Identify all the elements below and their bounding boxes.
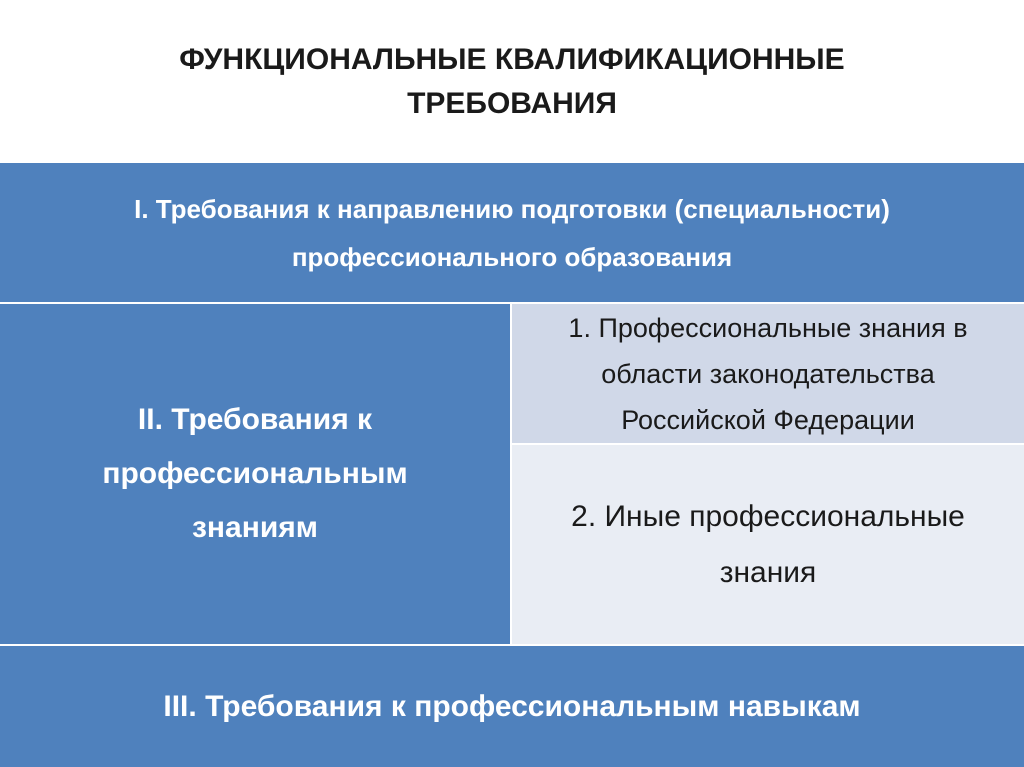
sub-1-line-2: области законодательства	[601, 358, 935, 389]
requirement-1-line-2: профессионального образования	[291, 241, 733, 272]
requirement-3-line-1: III. Требования к профессиональным навыкам	[163, 689, 861, 723]
slide-title	[0, 0, 1024, 163]
sub-2-line-1: 2. Иные профессиональные	[571, 499, 965, 533]
title-line-2: ТРЕБОВАНИЯ	[407, 86, 617, 120]
requirement-2-line-3: знаниям	[192, 511, 318, 544]
requirement-2-block	[0, 304, 510, 644]
requirement-2-line-1: II. Требования к	[137, 403, 373, 436]
sub-1-line-1: 1. Профессиональные знания в	[568, 312, 968, 343]
requirement-1-line-1: I. Требования к направлению подготовки (специальности)	[134, 193, 890, 224]
requirement-2-line-2: профессиональным	[102, 457, 408, 490]
title-line-1: ФУНКЦИОНАЛЬНЫЕ КВАЛИФИКАЦИОННЫЕ	[179, 42, 845, 76]
sub-1-line-3: Российской Федерации	[621, 404, 915, 435]
sub-2-line-2: знания	[719, 555, 817, 589]
requirement-2-sub-1	[512, 304, 1024, 443]
requirement-1-block	[0, 163, 1024, 302]
requirement-2-sub-2	[512, 445, 1024, 644]
requirement-3-block	[0, 646, 1024, 767]
